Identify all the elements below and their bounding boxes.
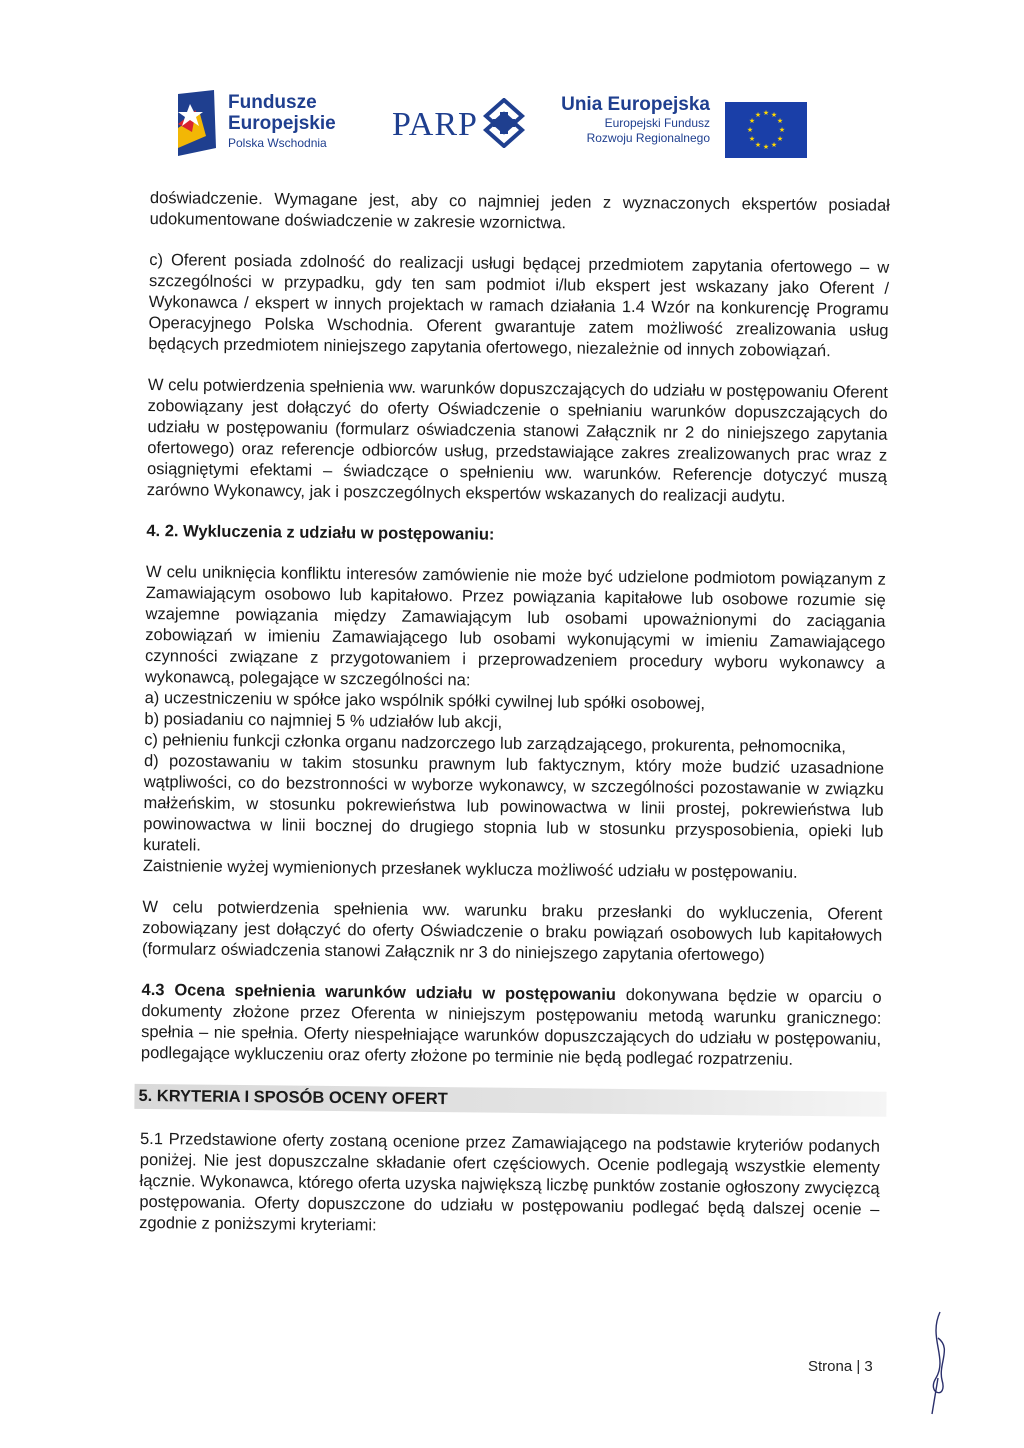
ue-logo-line3: Rozwoju Regionalnego <box>586 131 710 145</box>
fundusze-europejskie-text <box>228 92 336 150</box>
header-logos <box>170 86 820 162</box>
paragraph-capability: c) Oferent posiada zdolność do realizacji usługi będącej przedmiotem zapytania ofertowego – w szczególności w przypadku, gdy ten sam podmiot i/lub ekspert jest wskazany jako Oferent / Wykonawca / ekspert w innych projektach w ramach działania 1.4 Wzór na konkurencję Programu Operacyjnego Polska Wschodnia. Oferent gwarantuje zatem możliwość zrealizowania usług będących przedmiotem niniejszego zapytania ofertowego, niezależnie od innych zobowiązań. <box>148 250 890 361</box>
page-number: Strona | 3 <box>808 1358 873 1375</box>
unia-europejska-text <box>560 94 710 146</box>
assessment-text: dokonywana będzie w oparciu o dokumenty złożone przez Oferenta w niniejszym postępowaniu metodą warunku granicznego: spełnia – nie spełnia. Oferty niespełniające warunków dopuszczających do udziału w postępowaniu, podlegające wykluczeniu oraz oferty złożone po terminie nie będą podlegać rozpatrzeniu. <box>140 985 882 1069</box>
paragraph-experience: doświadczenie. Wymagane jest, aby co najmniej jeden z wyznaczonych ekspertów posiadał udokumentowane doświadczenie w zakresie wzornictwa. <box>149 188 890 233</box>
ue-logo-line1: Unia Europejska <box>561 94 710 115</box>
ue-logo-line2: Europejski Fundusz <box>604 116 710 130</box>
svg-text:★: ★ <box>748 135 756 143</box>
svg-text:★: ★ <box>754 111 762 119</box>
paragraph-criteria-intro: 5.1 Przedstawione oferty zostaną ocenione przez Zamawiającego na podstawie kryteriów podanych poniżej. Nie jest dopuszczalne składanie ofert częściowych. Ocenie podlegają wszystkie elementy łącznie. Wykonawca, którego oferta uzyska największą liczbę punktów zostanie ogłoszony zwycięzcą postępowania. Oferty dopuszczone do udziału w postępowaniu podlegać będą dalszej ocenie – zgodnie z poniższymi kryteriami: <box>139 1129 881 1235</box>
section-heading-criteria: 5. KRYTERIA I SPOSÓB OCENY OFERT <box>134 1084 886 1117</box>
list-item: c) pełnieniu funkcji członka organu nadzorczego lub zarządzającego, prokurenta, pełnomocnika, <box>144 730 846 757</box>
svg-text:★: ★ <box>776 117 784 125</box>
paragraph-no-relations-statement: W celu potwierdzenia spełnienia ww. warunku braku przesłanki do wykluczenia, Oferent zobowiązany jest dołączyć do oferty Oświadczenie o braku powiązań osobowych lub kapitałowych (formularz oświadczenia stanowi Załącznik nr 3 do niniejszego zapytania ofertowego) <box>141 897 883 965</box>
list-item: b) posiadaniu co najmniej 5 % udziałów lub akcji, <box>144 709 503 732</box>
paragraph-conflict-of-interest: W celu uniknięcia konfliktu interesów zamówienie nie może być udzielone podmiotom powiązanym z Zamawiającym osobowo lub kapitałowo. Przez powiązania kapitałowe lub osobowe rozumie się wzajemne powiązania między Zamawiającym lub osobami upoważnionymi do zaciągania zobowiązań w imieniu Zamawiającego lub osobami wykonującymi w imieniu Zamawiającego czynności związane z przygotowaniem i przeprowadzeniem procedury wyboru wykonawcy a wykonawcą, polegające w szczególności na: <box>144 562 887 690</box>
paragraph-assessment <box>141 980 882 1072</box>
parp-mark-icon <box>482 98 526 148</box>
fe-logo-line3: Polska Wschodnia <box>228 136 327 150</box>
svg-text:★: ★ <box>762 143 770 151</box>
paragraph-confirmation: W celu potwierdzenia spełnienia ww. warunków dopuszczających do udziału w postępowaniu Oferent zobowiązany jest dołączyć do oferty Oświadczenie o spełnianiu warunków dopuszczających do udziału w postępowaniu (formularz oświadczenia stanowi Załącznik nr 2 do niniejszego zapytania ofertowego) oraz referencje odbiorców usług, przedstawiające zakres zrealizowanych prac wraz z osiągniętymi efektami – świadczące o spełnieniu ww. warunków. Referencje dotyczyć muszą zarówno Wykonawcy, jak i poszczególnych ekspertów wskazanych do realizacji audytu. <box>146 375 888 506</box>
handwritten-signature <box>918 1308 958 1418</box>
svg-text:★: ★ <box>776 135 784 143</box>
fe-logo-line2: Europejskie <box>228 113 336 134</box>
document-body <box>139 188 890 1262</box>
svg-text:★: ★ <box>770 141 778 149</box>
assessment-heading: 4.3 Ocena spełnienia warunków udziału w postępowaniu <box>141 980 617 1004</box>
parp-logo-text: PARP <box>392 106 478 143</box>
list-item: a) uczestniczeniu w spółce jako wspólnik spółki cywilnej lub spółki osobowej, <box>144 688 706 713</box>
heading-exclusions: 4. 2. Wykluczenia z udziału w postępowaniu: <box>146 521 495 544</box>
svg-text:★: ★ <box>746 126 754 134</box>
list-item: d) pozostawaniu w takim stosunku prawnym lub faktycznym, który może budzić uzasadnione wątpliwości, co do bezstronności w wyborze wykonawcy, w szczególności pozostawanie w związku małżeńskim, w stosunku pokrewieństwa lub powinowactwa w linii prostej, pokrewieństwa lub powinowactwa w linii bocznej do drugiego stopnia lub w stosunku przysposobienia, opieki lub kurateli. <box>143 751 885 855</box>
svg-text:★: ★ <box>770 111 778 119</box>
paragraph-exclusion-consequence: Zaistnienie wyżej wymienionych przesłanek wyklucza możliwość udziału w postępowaniu. <box>142 856 798 882</box>
svg-text:★: ★ <box>748 117 756 125</box>
svg-text:★: ★ <box>762 109 770 117</box>
svg-text:★: ★ <box>778 126 786 134</box>
eu-flag-icon <box>725 102 807 158</box>
fe-logo-line1: Fundusze <box>228 92 317 113</box>
fundusze-europejskie-emblem-icon <box>170 88 222 158</box>
unia-europejska-logo <box>560 94 820 160</box>
parp-logo <box>392 98 532 154</box>
exclusion-list <box>143 688 885 864</box>
svg-text:★: ★ <box>754 141 762 149</box>
fundusze-europejskie-logo <box>170 86 360 162</box>
